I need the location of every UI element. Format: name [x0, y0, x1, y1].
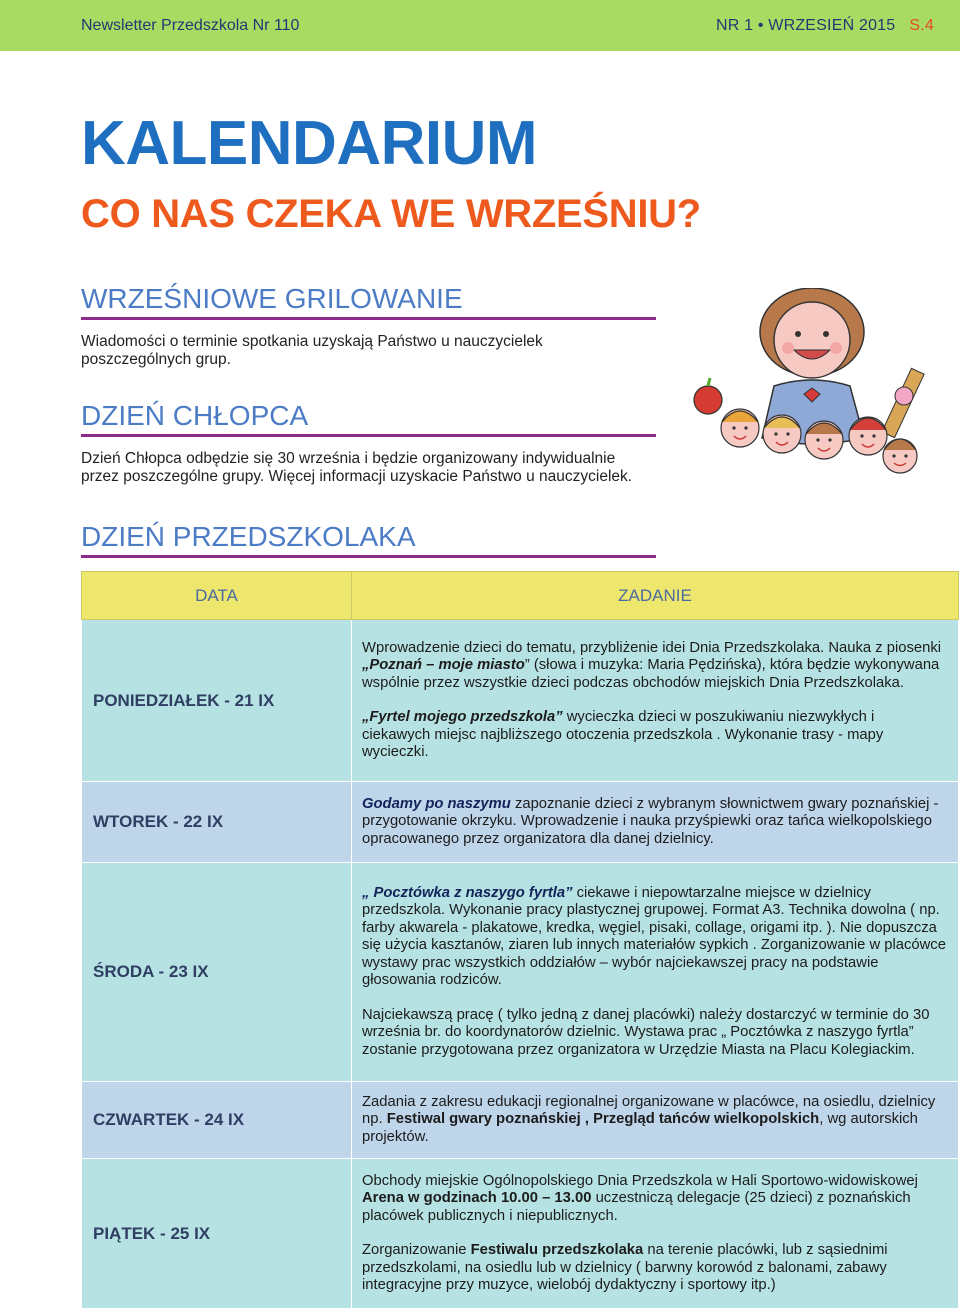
task-text: ciekawe i niepowtarzalne miejsce w dzielnicy przedszkola. Wykonanie pracy plastycznej grupowej. Format A3. Technika dowolna ( np. farby akwarela - plakatowe, kredka, węgiel, pisaki, collage, origami itp. ). Nie dopuszcza się użycia kasztanów, ziaren lub innych materiałów sypkich . Zorganizowanie w placówce wystawy prac wszystkich oddziałów – wybór najciekawszej pracy na podstawie głosowania rodziców.: [362, 884, 946, 989]
task-text: uczestniczą delegacje (25 dzieci) z poznańskich placówek publicznych i niepublicznych.: [362, 1190, 911, 1224]
event-names: Festiwal gwary poznańskiej , Przegląd tańców wielkopolskich: [386, 1111, 820, 1128]
task-text: Obchody miejskie Ogólnopolskiego Dnia Przedszkola w Hali Sportowo-widowiskowej: [362, 1172, 918, 1189]
task-text: ” (słowa i muzyka: Maria Pędzińska), która będzie wykonywana wspólnie przez wszystkie dzieci podczas obchodów miejskich Dnia Przedszkolaka.: [362, 657, 940, 691]
day-wednesday: ŚRODA - 23 IX: [82, 863, 352, 1082]
newsletter-title: Newsletter Przedszkola Nr 110: [81, 16, 300, 34]
page-subtitle: CO NAS CZEKA WE WRZEŚNIU?: [81, 192, 701, 236]
task-text: Najciekawszą pracę ( tylko jedną z danej placówki) należy dostarczyć w terminie do 30 września br. do koordynatorów dzielnic. Wystawa prac „ Pocztówka z naszygo fyrtla” zostanie przygotowana przez organizatora w Urzędzie Miasta na Placu Kolegiackim.: [362, 1006, 930, 1058]
children-with-teacher-icon: [682, 288, 944, 510]
song-title: „Poznań – moje miasto: [362, 657, 525, 673]
section-heading-grill: WRZEŚNIOWE GRILOWANIE: [81, 283, 656, 320]
section-heading-preschooler: DZIEŃ PRZEDSZKOLAKA: [81, 521, 656, 558]
activity-title: Godamy po naszymu: [362, 795, 511, 812]
column-header-task: ZADANIE: [352, 572, 959, 620]
day-monday: PONIEDZIAŁEK - 21 IX: [82, 620, 352, 782]
text-line: poszczególnych grup.: [81, 351, 231, 368]
day-friday: PIĄTEK - 25 IX: [82, 1159, 352, 1309]
day-tuesday: WTOREK - 22 IX: [82, 782, 352, 863]
text-line: Dzień Chłopca odbędzie się 30 września i będzie organizowany indywidualnie: [81, 450, 616, 467]
issue-info: [716, 17, 934, 35]
task-text: Zadania z zakresu edukacji regionalnej organizowane w placówce, na osiedlu, dzielnicy np.: [362, 1093, 936, 1128]
table-row: [82, 620, 959, 782]
task-text: Wprowadzenie dzieci do tematu, przybliżenie idei Dnia Przedszkolaka. Nauka z piosenki: [362, 639, 942, 656]
task-thursday: [352, 1082, 959, 1159]
section-text-boy: [81, 450, 681, 486]
table-row: [82, 1159, 959, 1309]
activity-title: „ Pocztówka z naszygo fyrtla”: [362, 884, 573, 901]
page-number: S.4: [909, 16, 934, 34]
festival-name: Festiwalu przedszkolaka: [470, 1242, 644, 1258]
table-header-row: [82, 572, 959, 620]
event-venue-time: Arena w godzinach 10.00 – 13.00: [362, 1190, 592, 1206]
task-text: zapoznanie dzieci z wybranym słownictwem gwary poznańskiej - przygotowanie okrzyku. Wprowadzenie i nauka przyśpiewki oraz tańca wielkopolskiego opracowanego przez organizatora dla danej dzielnicy.: [362, 795, 939, 847]
task-text: Zorganizowanie: [362, 1242, 471, 1258]
section-text-grill: [81, 333, 681, 369]
page-title: KALENDARIUM: [81, 109, 538, 178]
task-wednesday: [352, 863, 959, 1082]
text-line: przez poszczególne grupy. Więcej informacji uzyskacie Państwo u nauczycielek.: [81, 468, 633, 485]
column-header-date: DATA: [82, 572, 352, 620]
task-monday: [352, 620, 959, 782]
schedule-table: [81, 571, 959, 1309]
table-row: [82, 1082, 959, 1159]
table-row: [82, 863, 959, 1082]
header-bar: [0, 0, 960, 51]
day-thursday: CZWARTEK - 24 IX: [82, 1082, 352, 1159]
task-friday: [352, 1159, 959, 1309]
task-text: , wg autorskich projektów.: [362, 1111, 918, 1145]
section-heading-boy: DZIEŃ CHŁOPCA: [81, 400, 656, 437]
issue-number: NR 1 • WRZESIEŃ 2015: [715, 16, 896, 34]
task-text: wycieczka dzieci w poszukiwaniu niezwykłych i ciekawych miejsc najbliższego otoczenia przedszkola . Wykonanie trasy - mapy wycieczki.: [362, 709, 884, 760]
text-line: Wiadomości o terminie spotkania uzyskają Państwo u nauczycielek: [81, 333, 543, 350]
activity-title: „Fyrtel mojego przedszkola”: [362, 709, 563, 725]
task-tuesday: [352, 782, 959, 863]
task-text: na terenie placówki, lub z sąsiednimi przedszkolami, na osiedlu lub w dzielnicy ( barwny korowód z balonami, zabawy integracyjne przy muzyce, wielobój dydaktyczny i sportowy itp.): [362, 1242, 888, 1293]
table-row: [82, 782, 959, 863]
